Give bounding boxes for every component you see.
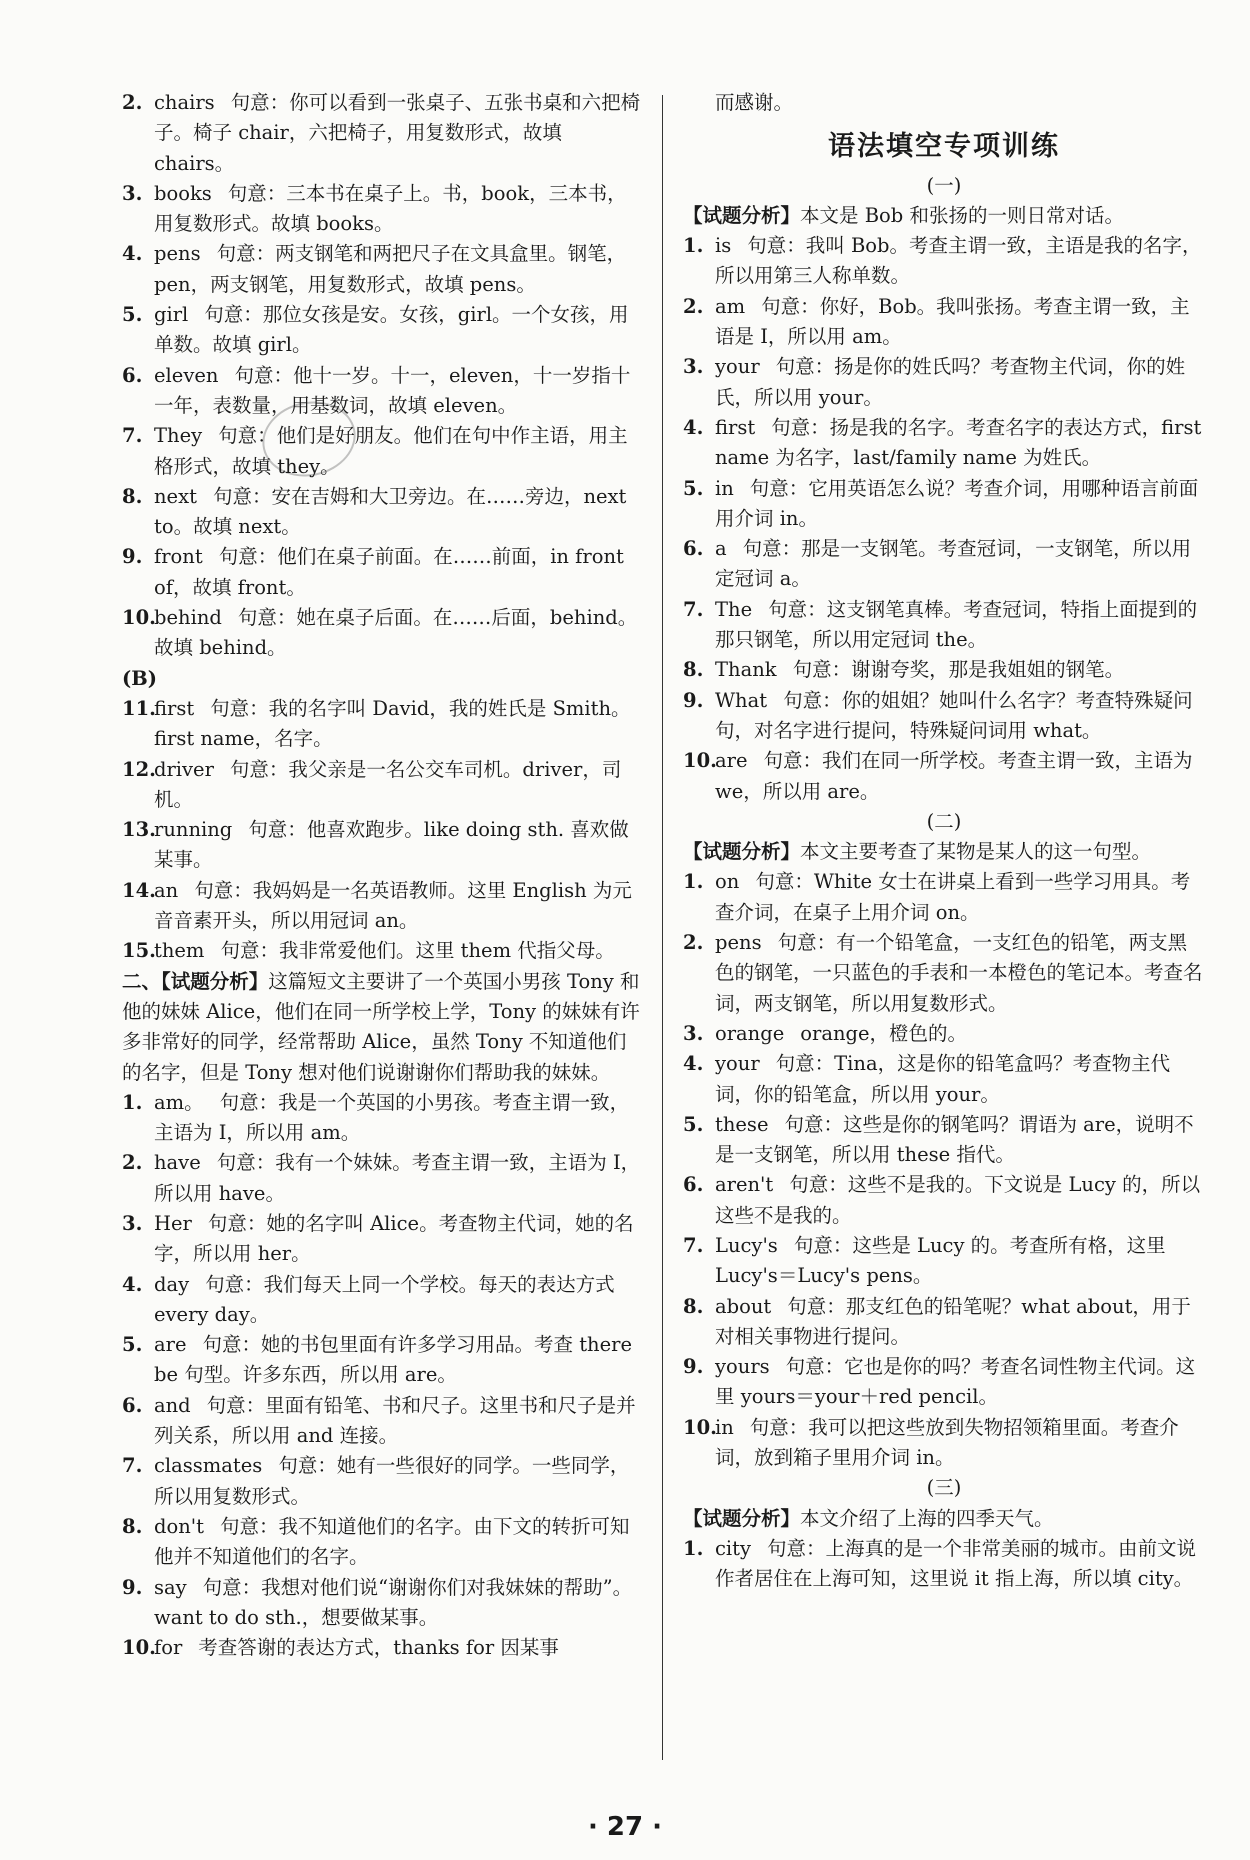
- item-number: 7.: [122, 1454, 143, 1478]
- item-answer: city: [715, 1536, 752, 1560]
- answer-item: [122, 936, 642, 966]
- item-explanation: 句意：扬是我的名字。考查名字的表达方式，first name 为名字，last/family name 为姓氏。: [715, 415, 1202, 470]
- item-number: 1.: [683, 870, 704, 894]
- item-number: 2.: [683, 931, 704, 955]
- right-column: [683, 88, 1205, 1595]
- answer-item: [683, 686, 1205, 747]
- item-number: 10.: [122, 606, 156, 630]
- answer-item: [122, 482, 642, 543]
- item-explanation: 句意：那是一支钢笔。考查冠词，一支钢笔，所以用定冠词 a。: [715, 537, 1192, 591]
- item-answer: Thank: [715, 658, 777, 682]
- item-answer: eleven: [154, 363, 219, 387]
- item-explanation: 句意：扬是你的姓氏吗？考查物主代词，你的姓氏，所以用 your。: [715, 355, 1186, 409]
- item-answer: are: [154, 1333, 187, 1357]
- answer-item: [122, 603, 642, 664]
- item-explanation: 句意：安在吉姆和大卫旁边。在……旁边，next to。故填 next。: [154, 484, 627, 539]
- item-number: 7.: [683, 1233, 704, 1257]
- item-number: 8.: [122, 1514, 143, 1538]
- section-3-analysis-label: 【试题分析】: [683, 1506, 801, 1530]
- item-number: 12.: [122, 757, 156, 781]
- answer-item: [683, 231, 1205, 292]
- section-1-label: (一): [926, 173, 962, 197]
- item-answer: first: [154, 696, 195, 720]
- item-number: 4.: [122, 242, 143, 266]
- item-number: 7.: [683, 597, 704, 621]
- item-answer: in: [715, 476, 734, 500]
- answer-item: [122, 1088, 642, 1149]
- answer-item: [122, 1633, 642, 1663]
- item-answer: and: [154, 1393, 191, 1417]
- item-number: 7.: [122, 424, 143, 448]
- item-explanation: 句意：我父亲是一名公交车司机。driver，司机。: [154, 757, 622, 811]
- item-answer: yours: [715, 1355, 770, 1379]
- item-explanation: 句意：那支红色的铅笔呢？what about，用于对相关事物进行提问。: [715, 1294, 1191, 1348]
- item-answer: say: [154, 1575, 187, 1599]
- item-answer: front: [154, 545, 203, 569]
- answer-item: [683, 1019, 1205, 1049]
- item-number: 9.: [122, 545, 143, 569]
- item-answer: am。: [154, 1090, 204, 1114]
- item-explanation: 句意：两支钢笔和两把尺子在文具盒里。钢笔，pen，两支钢笔，用复数形式，故填 pens。: [154, 242, 627, 296]
- item-answer: are: [715, 749, 748, 773]
- item-answer: your: [715, 355, 760, 379]
- item-answer: Lucy's: [715, 1233, 778, 1257]
- item-answer: pens: [715, 931, 762, 955]
- answer-item: [122, 1451, 642, 1512]
- section-1-analysis-label: 【试题分析】: [683, 203, 801, 227]
- item-answer: is: [715, 234, 732, 258]
- item-answer: chairs: [154, 91, 215, 114]
- item-explanation: 句意：我可以把这些放到失物招领箱里面。考查介词，放到箱子里用介词 in。: [715, 1415, 1179, 1470]
- item-explanation: 句意：她的名字叫 Alice。考查物主代词，她的名字，所以用 her。: [154, 1211, 634, 1266]
- item-number: 2.: [122, 1151, 143, 1175]
- item-explanation: 句意：我叫 Bob。考查主谓一致，主语是我的名字，所以用第三人称单数。: [715, 234, 1202, 288]
- answer-item: [122, 179, 642, 240]
- section-1-analysis-text: 本文是 Bob 和张扬的一则日常对话。: [800, 203, 1124, 227]
- item-answer: driver: [154, 757, 214, 781]
- item-explanation: 句意：这些是 Lucy 的。考查所有格，这里 Lucy's＝Lucy's pens。: [715, 1233, 1166, 1288]
- item-answer: The: [715, 597, 753, 621]
- item-number: 3.: [683, 355, 704, 379]
- item-explanation: 句意：White 女士在讲桌上看到一些学习用具。考查介词，在桌子上用介词 on。: [715, 870, 1191, 924]
- item-explanation: 句意：这些是你的钢笔吗？谓语为 are，说明不是一支钢笔，所以用 these 指代。: [715, 1112, 1194, 1167]
- item-explanation: 句意：谢谢夸奖，那是我姐姐的钢笔。: [792, 658, 1125, 682]
- item-number: 5.: [122, 303, 143, 327]
- item-number: 10.: [683, 1415, 717, 1439]
- answer-item: [683, 352, 1205, 413]
- item-answer: for: [154, 1636, 183, 1660]
- answer-item: [683, 1110, 1205, 1171]
- item-number: 5.: [683, 1112, 704, 1136]
- item-number: 5.: [122, 1333, 143, 1357]
- item-explanation: 句意：他十一岁。十一，eleven，十一岁指十一年，表数量，用基数词，故填 eleven。: [154, 363, 631, 417]
- item-explanation: 句意：我的名字叫 David，我的姓氏是 Smith。first name，名字。: [154, 696, 631, 751]
- column-divider: [662, 95, 663, 1760]
- answer-item: [122, 1330, 642, 1391]
- left-column: [122, 88, 642, 1663]
- item-explanation: 句意：我想对他们说“谢谢你们对我妹妹的帮助”。want to do sth.，想要做某事。: [154, 1575, 633, 1629]
- answer-item: [122, 1270, 642, 1331]
- item-explanation: 句意：她的书包里面有许多学习用品。考查 there be 句型。许多东西，所以用 are。: [154, 1333, 632, 1387]
- item-explanation: 句意：他们是好朋友。他们在句中作主语，用主格形式，故填 they。: [154, 424, 628, 478]
- item-answer: books: [154, 181, 212, 205]
- item-explanation: 句意：她在桌子后面。在……后面，behind。故填 behind。: [154, 606, 638, 660]
- answer-item: [683, 474, 1205, 535]
- item-number: 8.: [683, 1294, 704, 1318]
- item-explanation: 句意：我非常爱他们。这里 them 代指父母。: [220, 939, 615, 963]
- item-explanation: 句意：我不知道他们的名字。由下文的转折可知他并不知道他们的名字。: [154, 1514, 630, 1569]
- answer-item: [683, 1231, 1205, 1292]
- item-number: 9.: [683, 688, 704, 712]
- answer-item: [122, 421, 642, 482]
- part2-intro: [122, 967, 642, 1088]
- item-answer: a: [715, 537, 727, 561]
- item-number: 1.: [683, 1536, 704, 1560]
- item-number: 4.: [683, 1052, 704, 1076]
- item-answer: in: [715, 1415, 734, 1439]
- answer-item: [683, 867, 1205, 928]
- item-number: 2.: [683, 294, 704, 318]
- item-answer: your: [715, 1052, 760, 1076]
- answer-item: [122, 88, 642, 179]
- item-answer: aren't: [715, 1173, 774, 1197]
- item-number: 1.: [683, 234, 704, 258]
- answer-item: [122, 1391, 642, 1452]
- item-answer: What: [715, 688, 768, 712]
- item-explanation: 句意：你的姐姐？她叫什么名字？考查特殊疑问句，对名字进行提问，特殊疑问词用 what。: [715, 688, 1193, 742]
- answer-item: [683, 1292, 1205, 1353]
- item-answer: next: [154, 484, 197, 508]
- answer-item: [683, 413, 1205, 474]
- item-number: 6.: [122, 363, 143, 387]
- item-number: 10.: [683, 749, 717, 773]
- item-explanation: 句意：你可以看到一张桌子、五张书桌和六把椅子。椅子 chair，六把椅子，用复数形式，故填 chairs。: [154, 91, 641, 175]
- item-explanation: 句意：有一个铅笔盒，一支红色的铅笔，两支黑色的钢笔，一只蓝色的手表和一本橙色的笔记本。考查名词，两支钢笔，所以用复数形式。: [715, 931, 1203, 1015]
- item-answer: They: [154, 424, 203, 448]
- section-heading: 语法填空专项训练: [828, 131, 1060, 163]
- answer-item: [122, 876, 642, 937]
- item-number: 14.: [122, 878, 156, 902]
- item-answer: an: [154, 878, 179, 902]
- answer-item: [683, 1352, 1205, 1413]
- answer-item: [122, 694, 642, 755]
- item-answer: first: [715, 415, 756, 439]
- item-answer: don't: [154, 1514, 204, 1538]
- answer-item: [683, 928, 1205, 1019]
- answer-item: [683, 746, 1205, 807]
- item-number: 6.: [683, 1173, 704, 1197]
- answer-item: [122, 542, 642, 603]
- item-number: 8.: [683, 658, 704, 682]
- item-explanation: 句意：我们在同一所学校。考查主谓一致，主语为 we，所以用 are。: [715, 749, 1193, 803]
- answer-item: [122, 815, 642, 876]
- section-3-label: (三): [926, 1476, 962, 1500]
- item-explanation: 考查答谢的表达方式，thanks for 因某事: [198, 1636, 559, 1660]
- answer-item: [683, 595, 1205, 656]
- page-number: · 27 ·: [587, 1812, 663, 1842]
- section-1-intro: [683, 201, 1205, 231]
- item-explanation: orange，橙色的。: [800, 1021, 968, 1045]
- item-number: 11.: [122, 696, 156, 720]
- item-explanation: 句意：Tina，这是你的铅笔盒吗？考查物主代词，你的铅笔盒，所以用 your。: [715, 1052, 1171, 1106]
- answer-item: [683, 1534, 1205, 1595]
- item-explanation: 句意：我妈妈是一名英语教师。这里 English 为元音音素开头，所以用冠词 an。: [154, 878, 632, 933]
- item-answer: about: [715, 1294, 772, 1318]
- item-number: 3.: [122, 181, 143, 205]
- item-number: 3.: [683, 1021, 704, 1045]
- item-explanation: 句意：他们在桌子前面。在……前面，in front of，故填 front。: [154, 545, 624, 599]
- item-explanation: 句意：我们每天上同一个学校。每天的表达方式 every day。: [154, 1272, 615, 1326]
- item-answer: pens: [154, 242, 201, 266]
- item-explanation: 句意：我是一个英国的小男孩。考查主谓一致，主语为 I，所以用 am。: [154, 1090, 630, 1145]
- answer-item: [683, 534, 1205, 595]
- item-answer: orange: [715, 1021, 785, 1045]
- item-explanation: 句意：三本书在桌子上。书，book，三本书，用复数形式。故填 books。: [154, 181, 627, 236]
- item-explanation: 句意：那位女孩是安。女孩，girl。一个女孩，用单数。故填 girl。: [154, 303, 629, 357]
- item-number: 13.: [122, 818, 156, 842]
- item-number: 4.: [122, 1272, 143, 1296]
- item-answer: have: [154, 1151, 201, 1175]
- item-number: 5.: [683, 476, 704, 500]
- part2-label: 【试题分析】: [161, 969, 269, 993]
- item-explanation: 句意：它用英语怎么说？考查介词，用哪种语言前面用介词 in。: [715, 476, 1199, 530]
- item-explanation: 句意：他喜欢跑步。like doing sth. 喜欢做某事。: [154, 818, 629, 872]
- item-answer: behind: [154, 606, 222, 630]
- item-answer: these: [715, 1112, 769, 1136]
- answer-item: [683, 1170, 1205, 1231]
- item-explanation: 句意：它也是你的吗？考查名词性物主代词。这里 yours＝your＋red pencil。: [715, 1355, 1196, 1409]
- item-number: 8.: [122, 484, 143, 508]
- answer-item: [683, 1413, 1205, 1474]
- item-number: 1.: [122, 1090, 143, 1114]
- item-explanation: 句意：里面有铅笔、书和尺子。这里书和尺子是并列关系，所以用 and 连接。: [154, 1393, 636, 1448]
- item-explanation: 句意：你好，Bob。我叫张扬。考查主谓一致，主语是 I，所以用 am。: [715, 294, 1190, 349]
- item-number: 4.: [683, 415, 704, 439]
- item-number: 6.: [122, 1393, 143, 1417]
- section-3-analysis-text: 本文介绍了上海的四季天气。: [800, 1506, 1054, 1530]
- item-explanation: 句意：上海真的是一个非常美丽的城市。由前文说作者居住在上海可知，这里说 it 指上海，所以填 city。: [715, 1536, 1197, 1591]
- item-explanation: 句意：这支钢笔真棒。考查冠词，特指上面提到的那只钢笔，所以用定冠词 the。: [715, 597, 1198, 652]
- answer-item: [122, 239, 642, 300]
- answer-item: [122, 1512, 642, 1573]
- section-2-analysis-text: 本文主要考查了某物是某人的这一句型。: [800, 840, 1152, 864]
- item-number: 3.: [122, 1211, 143, 1235]
- carry-over-text: 而感谢。: [715, 91, 794, 114]
- answer-item: [122, 300, 642, 361]
- item-number: 9.: [122, 1575, 143, 1599]
- item-answer: them: [154, 939, 205, 963]
- item-explanation: 句意：这些不是我的。下文说是 Lucy 的，所以这些不是我的。: [715, 1173, 1201, 1227]
- item-explanation: 句意：我有一个妹妹。考查主谓一致，主语为 I，所以用 have。: [154, 1151, 641, 1205]
- answer-item: [683, 655, 1205, 685]
- item-explanation: 句意：她有一些很好的同学。一些同学，所以用复数形式。: [154, 1454, 630, 1508]
- answer-item: [122, 755, 642, 816]
- item-answer: classmates: [154, 1454, 263, 1478]
- item-number: 10.: [122, 1636, 156, 1660]
- item-answer: girl: [154, 303, 189, 327]
- item-number: 2.: [122, 91, 143, 114]
- item-answer: Her: [154, 1211, 192, 1235]
- answer-item: [683, 292, 1205, 353]
- answer-item: [683, 1049, 1205, 1110]
- part2-prefix: 二、: [122, 969, 162, 993]
- section-2-analysis-label: 【试题分析】: [683, 840, 801, 864]
- section-3-intro: [683, 1504, 1205, 1534]
- section-2-intro: [683, 837, 1205, 867]
- part2-text: 这篇短文主要讲了一个英国小男孩 Tony 和他的妹妹 Alice，他们在同一所学校上学，Tony 的妹妹有许多非常好的同学，经常帮助 Alice，虽然 Tony 不知道他们的名字，但是 Tony 想对他们说谢谢你们帮助我的妹妹。: [122, 969, 640, 1084]
- section-2-label: (二): [926, 809, 962, 833]
- answer-item: [122, 1148, 642, 1209]
- section-b-label: (B): [122, 666, 157, 690]
- item-number: 6.: [683, 537, 704, 561]
- item-answer: running: [154, 818, 233, 842]
- answer-item: [122, 361, 642, 422]
- item-answer: on: [715, 870, 740, 894]
- item-answer: am: [715, 294, 746, 318]
- item-answer: day: [154, 1272, 190, 1296]
- answer-item: [122, 1573, 642, 1634]
- item-number: 9.: [683, 1355, 704, 1379]
- answer-item: [122, 1209, 642, 1270]
- item-number: 15.: [122, 939, 156, 963]
